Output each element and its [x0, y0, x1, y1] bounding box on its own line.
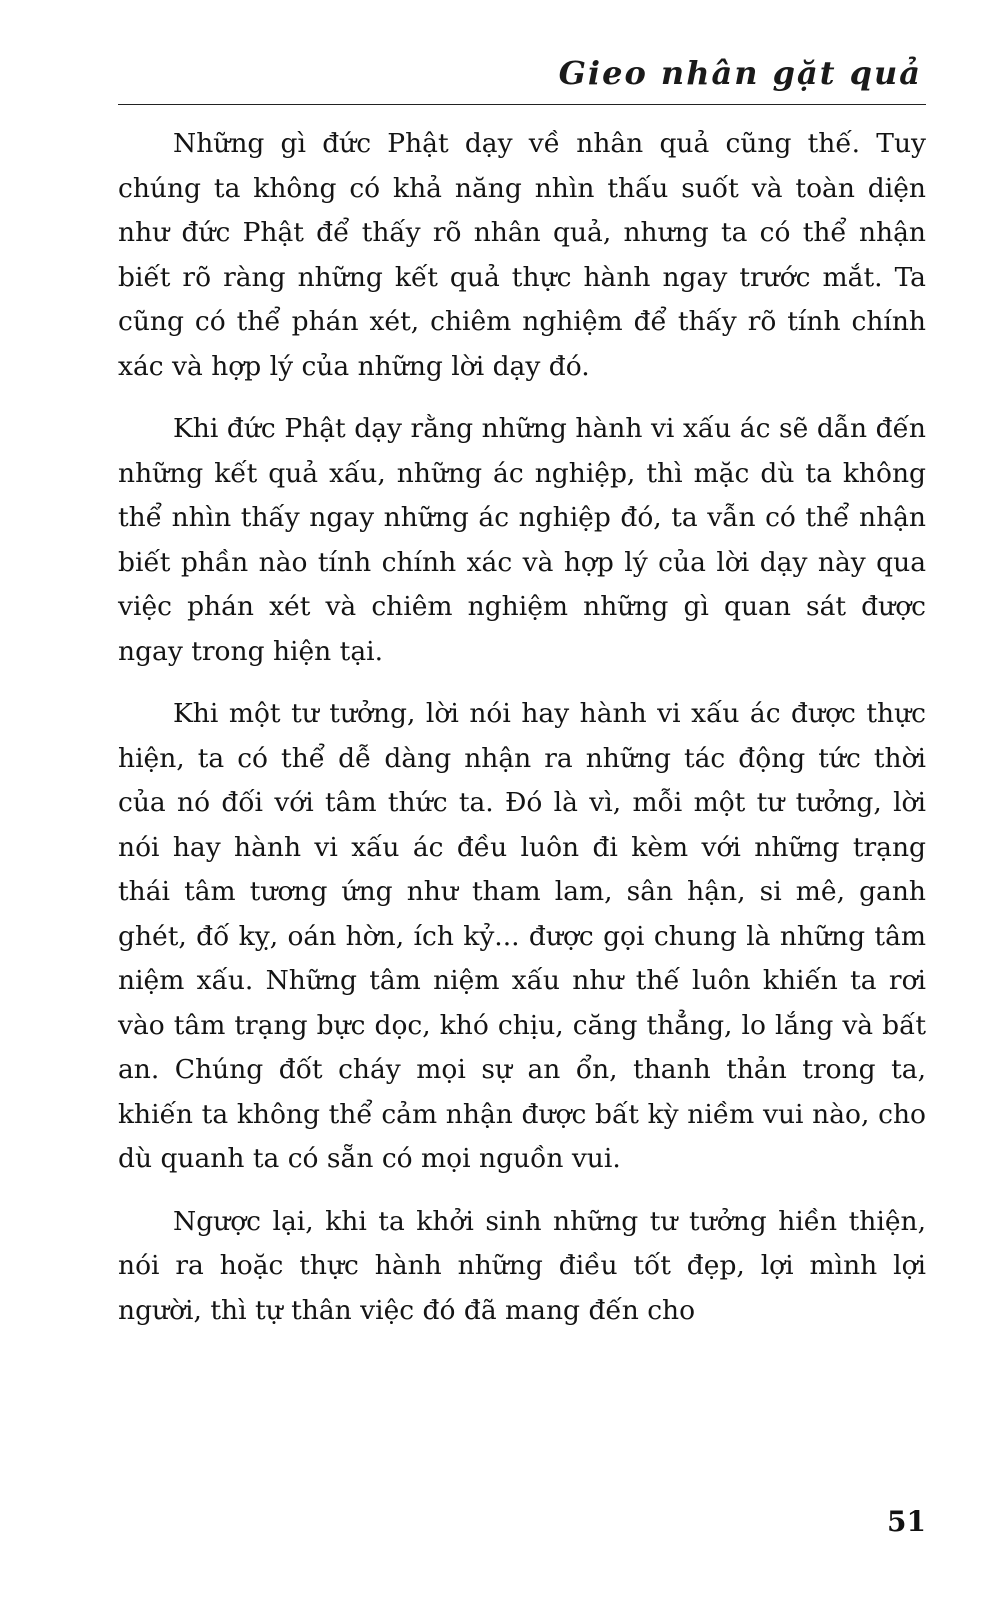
paragraph: Khi một tư tưởng, lời nói hay hành vi xấu ác được thực hiện, ta có thể dễ dàng nhận ra những tác động tức thời của nó đối với tâm thức ta. Đó là vì, mỗi một tư tưởng, lời nói hay hành vi xấu ác đều luôn đi kèm với những trạng thái tâm tương ứng như tham lam, sân hận, si mê, ganh ghét, đố kỵ, oán hờn, ích kỷ... được gọi chung là những tâm niệm xấu. Những tâm niệm xấu như thế luôn khiến ta rơi vào tâm trạng bực dọc, khó chịu, căng thẳng, lo lắng và bất an. Chúng đốt cháy mọi sự an ổn, thanh thản trong ta, khiến ta không thể cảm nhận được bất kỳ niềm vui nào, cho dù quanh ta có sẵn có mọi nguồn vui.: [118, 698, 926, 1174]
page-number: 51: [887, 1505, 926, 1538]
running-header: [118, 50, 926, 105]
paragraph: Những gì đức Phật dạy về nhân quả cũng thế. Tuy chúng ta không có khả năng nhìn thấu suốt và toàn diện như đức Phật để thấy rõ nhân quả, nhưng ta có thể nhận biết rõ ràng những kết quả thực hành ngay trước mắt. Ta cũng có thể phán xét, chiêm nghiệm để thấy rõ tính chính xác và hợp lý của những lời dạy đó.: [118, 128, 926, 382]
paragraph: Khi đức Phật dạy rằng những hành vi xấu ác sẽ dẫn đến những kết quả xấu, những ác nghiệp, thì mặc dù ta không thể nhìn thấy ngay những ác nghiệp đó, ta vẫn có thể nhận biết phần nào tính chính xác và hợp lý của lời dạy này qua việc phán xét và chiêm nghiệm những gì quan sát được ngay trong hiện tại.: [118, 413, 926, 667]
paragraph: Ngược lại, khi ta khởi sinh những tư tưởng hiền thiện, nói ra hoặc thực hành những điều tốt đẹp, lợi mình lợi người, thì tự thân việc đó đã mang đến cho: [118, 1205, 926, 1326]
running-header-title: Gieo nhân gặt quả: [558, 54, 922, 92]
body-text: [118, 122, 926, 1351]
